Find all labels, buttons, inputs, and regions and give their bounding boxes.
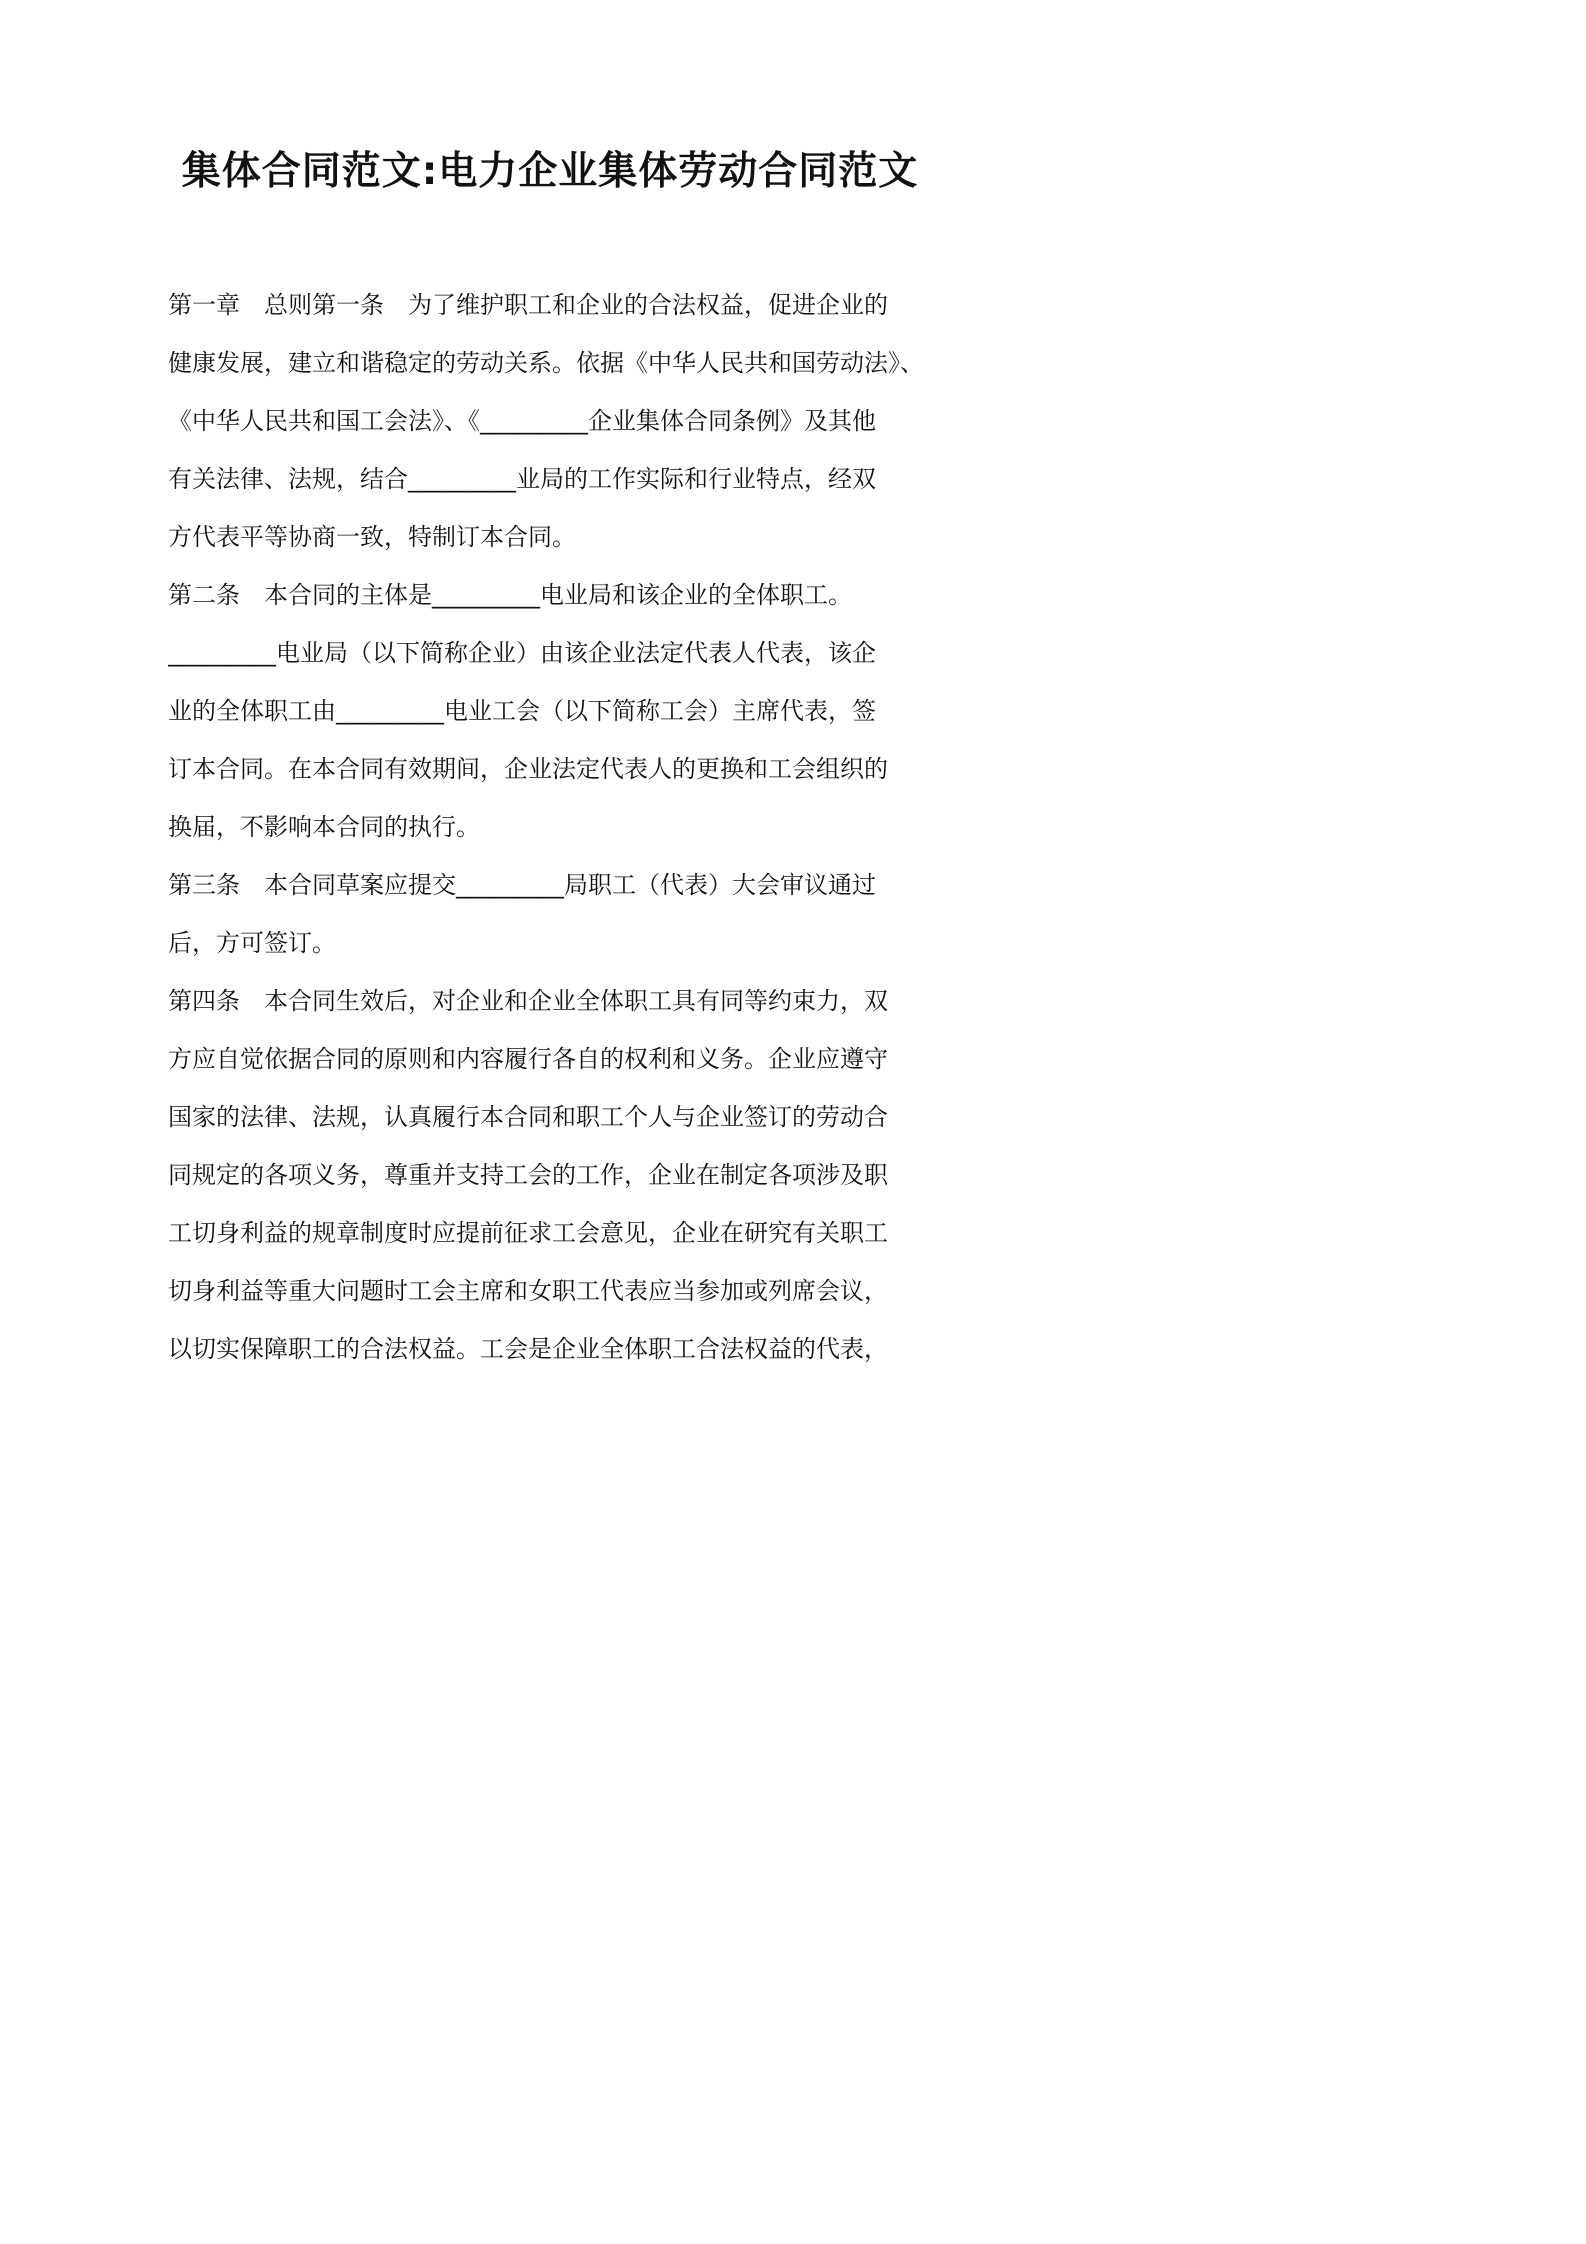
body-line: 订本合同。在本合同有效期间，企业法定代表人的更换和工会组织的 [168,755,888,783]
document-title: 集体合同范文:电力企业集体劳动合同范文 [181,149,919,194]
body-line: 切身利益等重大问题时工会主席和女职工代表应当参加或列席会议， [168,1277,888,1305]
body-line: 工切身利益的规章制度时应提前征求工会意见，企业在研究有关职工 [168,1219,888,1247]
body-line: 健康发展，建立和谐稳定的劳动关系。依据《中华人民共和国劳动法》、 [168,349,924,377]
body-line: 第四条 本合同生效后，对企业和企业全体职工具有同等约束力，双 [168,987,888,1015]
body-line: 第二条 本合同的主体是_________电业局和该企业的全体职工。 [168,581,852,609]
body-line: _________电业局（以下简称企业）由该企业法定代表人代表，该企 [168,639,876,667]
body-line: 国家的法律、法规，认真履行本合同和职工个人与企业签订的劳动合 [168,1103,888,1131]
document-page [0,0,1100,1556]
body-line: 同规定的各项义务，尊重并支持工会的工作，企业在制定各项涉及职 [168,1161,888,1189]
body-line: 第一章 总则第一条 为了维护职工和企业的合法权益，促进企业的 [168,291,888,319]
body-line: 方应自觉依据合同的原则和内容履行各自的权利和义务。企业应遵守 [168,1045,888,1073]
body-line: 方代表平等协商一致，特制订本合同。 [168,523,576,551]
body-line: 业的全体职工由_________电业工会（以下简称工会）主席代表，签 [168,697,876,725]
body-line: 以切实保障职工的合法权益。工会是企业全体职工合法权益的代表， [168,1335,888,1363]
body-line: 后，方可签订。 [168,929,336,957]
body-line: 《中华人民共和国工会法》、《_________企业集体合同条例》及其他 [168,407,876,435]
body-line: 第三条 本合同草案应提交_________局职工（代表）大会审议通过 [168,871,876,899]
body-line: 换届，不影响本合同的执行。 [168,813,480,841]
document-body [168,276,948,1378]
body-line: 有关法律、法规，结合_________业局的工作实际和行业特点，经双 [168,465,876,493]
